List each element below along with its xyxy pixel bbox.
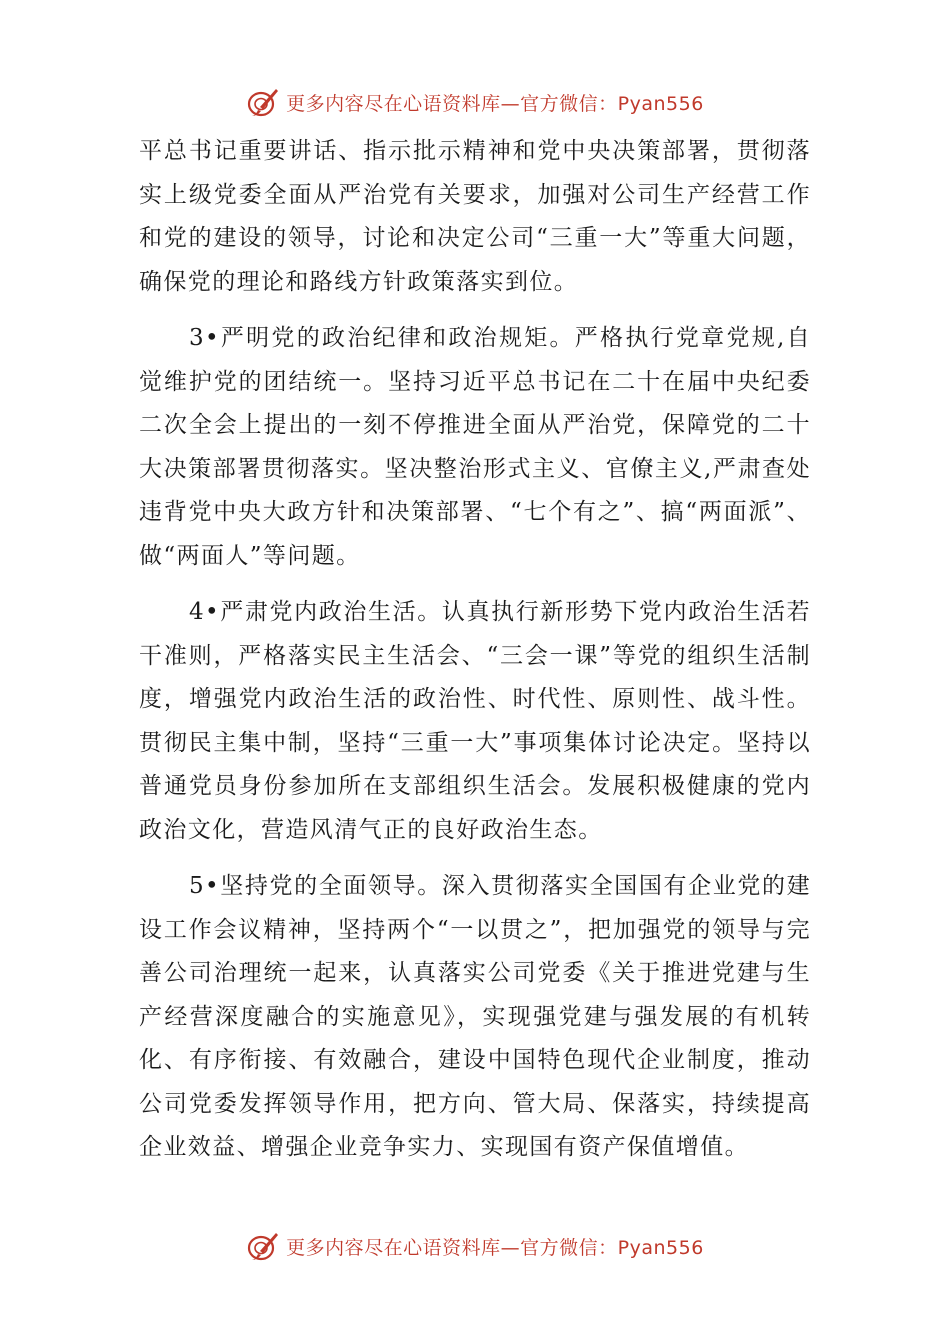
paragraph-item-3: 3•严明党的政治纪律和政治规矩。严格执行党章党规,自觉维护党的团结统一。坚持习近平总书记在二十在届中央纪委二次全会上提出的一刻不停推进全面从严治党，保障党的二十大决策部署贯彻落实。坚决整治形式主义、官僚主义,严肃查处违背党中央大政方针和决策部署、“七个有之”、搞“两面派”、做“两面人”等问题。 — [139, 325, 811, 569]
paragraph-item-5: 5•坚持党的全面领导。深入贯彻落实全国国有企业党的建设工作会议精神，坚持两个“一以贯之”，把加强党的领导与完善公司治理统一起来，认真落实公司党委《关于推进党建与生产经营深度融合的实施意见》，实现强党建与强发展的有机转化、有序衔接、有效融合，建设中国特色现代企业制度，推动公司党委发挥领导作用，把方向、管大局、保落实，持续提高企业效益、增强企业竞争实力、实现国有资产保值增值。 — [139, 873, 811, 1160]
brush-logo-icon — [246, 1229, 280, 1263]
paragraph-item-4: 4•严肃党内政治生活。认真执行新形势下党内政治生活若干准则，严格落实民主生活会、“三会一课”等党的组织生活制度，增强党内政治生活的政治性、时代性、原则性、战斗性。贯彻民主集中制，坚持“三重一大”事项集体讨论决定。坚持以普通党员身份参加所在支部组织生活会。发展积极健康的党内政治文化，营造风清气正的良好政治生态。 — [139, 599, 811, 843]
document-body — [139, 130, 811, 1170]
footer-watermark-banner — [0, 1226, 950, 1266]
header-watermark-banner — [0, 82, 950, 122]
watermark-text: 更多内容尽在心语资料库—官方微信：Pyan556 — [286, 92, 704, 115]
paragraph-continuation: 平总书记重要讲话、指示批示精神和党中央决策部署，贯彻落实上级党委全面从严治党有关要求，加强对公司生产经营工作和党的建设的领导，讨论和决定公司“三重一大”等重大问题，确保党的理论和路线方针政策落实到位。 — [139, 138, 811, 295]
brush-logo-icon — [246, 85, 280, 119]
watermark-text: 更多内容尽在心语资料库—官方微信：Pyan556 — [286, 1236, 704, 1259]
